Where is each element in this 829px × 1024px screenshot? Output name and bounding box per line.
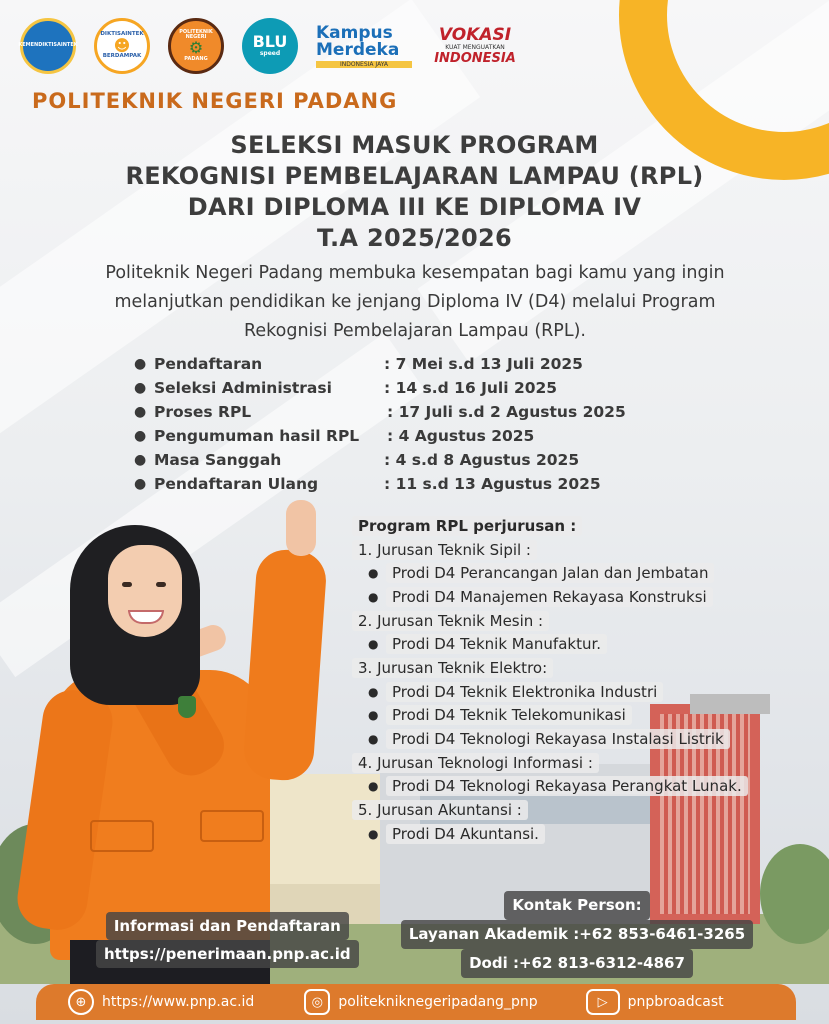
bullet-icon: ● bbox=[368, 684, 379, 699]
footer-website[interactable] bbox=[68, 989, 254, 1015]
footer-youtube[interactable] bbox=[586, 989, 724, 1015]
study-program-label: Prodi D4 Teknik Elektronika Industri bbox=[386, 682, 663, 702]
kampus-merdeka-logo: Kampus Merdeka INDONESIA JAYA bbox=[316, 18, 412, 74]
footer-instagram-text[interactable]: politekniknegeripadang_pnp bbox=[338, 994, 538, 1010]
bullet-icon: ● bbox=[134, 356, 147, 372]
bullet-icon: ● bbox=[368, 637, 379, 652]
badge-icon bbox=[178, 696, 196, 718]
department-label: 2. Jurusan Teknik Mesin : bbox=[352, 611, 549, 631]
bullet-icon: ● bbox=[134, 380, 147, 396]
study-program-label: Prodi D4 Teknologi Rekayasa Perangkat Lunak. bbox=[386, 776, 748, 796]
kemendikti-logo: KEMENDIKTISAINTEK bbox=[20, 18, 76, 74]
bullet-icon: ● bbox=[368, 589, 379, 604]
department-item bbox=[352, 656, 812, 680]
study-program-item bbox=[352, 585, 812, 609]
figure-icon: ☻ bbox=[113, 35, 131, 55]
department-item bbox=[352, 609, 812, 633]
schedule-row bbox=[134, 424, 654, 448]
schedule-value: : 7 Mei s.d 13 Juli 2025 bbox=[384, 355, 583, 373]
logo-bar bbox=[20, 18, 520, 74]
diktisaintek-logo: DIKTISAINTEK ☻ BERDAMPAK bbox=[94, 18, 150, 74]
schedule-row bbox=[134, 400, 654, 424]
bullet-icon: ● bbox=[134, 476, 147, 492]
department-label: 5. Jurusan Akuntansi : bbox=[352, 800, 528, 820]
bullet-icon: ● bbox=[368, 732, 379, 747]
study-program-label: Prodi D4 Akuntansi. bbox=[386, 824, 545, 844]
schedule-label: Pendaftaran Ulang bbox=[154, 475, 319, 493]
intro-text bbox=[30, 259, 800, 346]
study-program-item bbox=[352, 632, 812, 656]
schedule-value: : 11 s.d 13 Agustus 2025 bbox=[384, 475, 601, 493]
bullet-icon: ● bbox=[368, 566, 379, 581]
globe-icon: ⊕ bbox=[68, 989, 94, 1015]
study-program-label: Prodi D4 Perancangan Jalan dan Jembatan bbox=[386, 563, 714, 583]
study-program-label: Prodi D4 Teknik Telekomunikasi bbox=[386, 705, 632, 725]
contact-line-academic: Layanan Akademik :+62 853-6461-3265 bbox=[401, 920, 753, 949]
program-list bbox=[352, 514, 812, 846]
instagram-icon: ◎ bbox=[304, 989, 330, 1015]
study-program-label: Prodi D4 Teknik Manufaktur. bbox=[386, 634, 607, 654]
schedule-value: : 17 Juli s.d 2 Agustus 2025 bbox=[387, 403, 626, 421]
study-program-item bbox=[352, 680, 812, 704]
schedule-label: Masa Sanggah bbox=[154, 451, 282, 469]
registration-link[interactable]: https://penerimaan.pnp.ac.id bbox=[96, 940, 359, 968]
intro-line: melanjutkan pendidikan ke jenjang Diploma IV (D4) melalui Program bbox=[114, 292, 716, 312]
title-line-2: REKOGNISI PEMBELAJARAN LAMPAU (RPL) bbox=[125, 162, 704, 190]
schedule-value: : 14 s.d 16 Juli 2025 bbox=[384, 379, 558, 397]
department-label: 4. Jurusan Teknologi Informasi : bbox=[352, 753, 599, 773]
schedule-row bbox=[134, 352, 654, 376]
bullet-icon: ● bbox=[134, 428, 147, 444]
schedule-list bbox=[134, 352, 654, 496]
department-item bbox=[352, 751, 812, 775]
page-title bbox=[0, 130, 829, 254]
schedule-label: Proses RPL bbox=[154, 403, 252, 421]
bullet-icon: ● bbox=[368, 826, 379, 841]
program-heading-text: Program RPL perjurusan : bbox=[352, 516, 582, 536]
schedule-value: : 4 s.d 8 Agustus 2025 bbox=[384, 451, 580, 469]
bullet-icon: ● bbox=[368, 779, 379, 794]
bullet-icon: ● bbox=[134, 404, 147, 420]
schedule-label: Seleksi Administrasi bbox=[154, 379, 332, 397]
department-label: 1. Jurusan Teknik Sipil : bbox=[352, 540, 537, 560]
schedule-row bbox=[134, 376, 654, 400]
info-block bbox=[96, 912, 359, 968]
footer-youtube-text[interactable]: pnpbroadcast bbox=[627, 994, 724, 1010]
contact-block bbox=[392, 891, 762, 978]
contact-line-dodi: Dodi :+62 813-6312-4867 bbox=[461, 949, 693, 978]
study-program-item bbox=[352, 775, 812, 799]
footer-bar bbox=[36, 984, 796, 1020]
department-item bbox=[352, 798, 812, 822]
study-program-item bbox=[352, 822, 812, 846]
department-label: 3. Jurusan Teknik Elektro: bbox=[352, 658, 553, 678]
study-program-item bbox=[352, 704, 812, 728]
schedule-label: Pengumuman hasil RPL bbox=[154, 427, 360, 445]
title-line-3: DARI DIPLOMA III KE DIPLOMA IV bbox=[187, 193, 642, 221]
info-label: Informasi dan Pendaftaran bbox=[106, 912, 349, 940]
gear-icon: ⚙ bbox=[188, 38, 204, 58]
intro-line: Politeknik Negeri Padang membuka kesempatan bagi kamu yang ingin bbox=[105, 263, 725, 283]
schedule-row bbox=[134, 472, 654, 496]
department-item bbox=[352, 538, 812, 562]
study-program-label: Prodi D4 Teknologi Rekayasa Instalasi Listrik bbox=[386, 729, 730, 749]
title-line-1: SELEKSI MASUK PROGRAM bbox=[230, 131, 599, 159]
blu-logo: BLU speed bbox=[242, 18, 298, 74]
bullet-icon: ● bbox=[134, 452, 147, 468]
contact-heading: Kontak Person: bbox=[504, 891, 649, 920]
bullet-icon: ● bbox=[368, 708, 379, 723]
study-program-item bbox=[352, 561, 812, 585]
play-icon: ▷ bbox=[586, 989, 620, 1015]
vokasi-logo: VOKASI KUAT MENGUATKAN INDONESIA bbox=[434, 24, 516, 66]
study-program-label: Prodi D4 Manajemen Rekayasa Konstruksi bbox=[386, 587, 713, 607]
footer-website-text[interactable]: https://www.pnp.ac.id bbox=[102, 994, 255, 1010]
schedule-value: : 4 Agustus 2025 bbox=[387, 427, 535, 445]
intro-line: Rekognisi Pembelajaran Lampau (RPL). bbox=[243, 321, 586, 341]
institution-name: POLITEKNIK NEGERI PADANG bbox=[32, 89, 398, 113]
study-program-item bbox=[352, 727, 812, 751]
schedule-label: Pendaftaran bbox=[154, 355, 263, 373]
program-heading bbox=[352, 514, 812, 538]
pnp-logo: POLITEKNIK NEGERI ⚙ PADANG bbox=[168, 18, 224, 74]
footer-instagram[interactable] bbox=[304, 989, 537, 1015]
title-line-4: T.A 2025/2026 bbox=[316, 224, 513, 252]
schedule-row bbox=[134, 448, 654, 472]
